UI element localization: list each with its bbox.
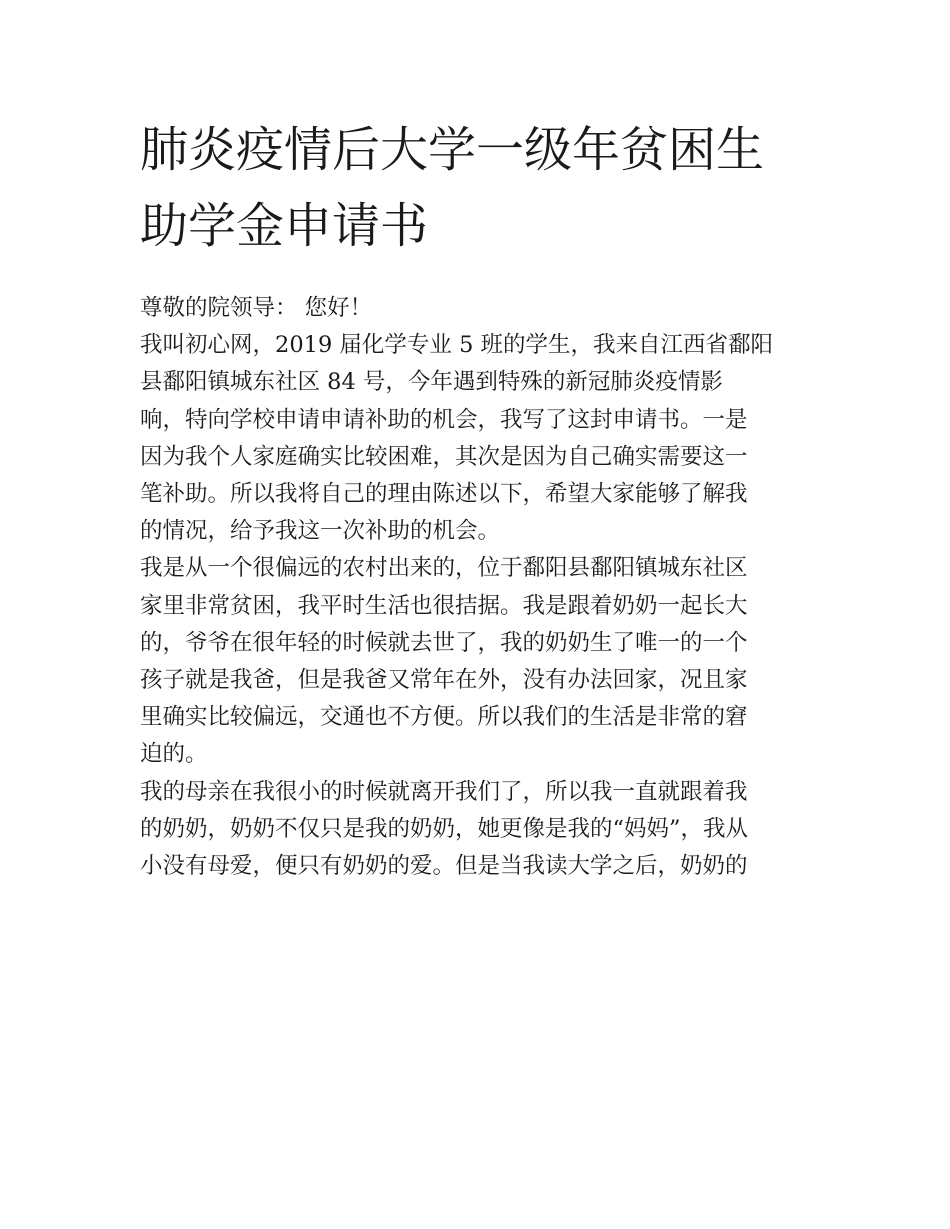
body-line: 小没有母爱，便只有奶奶的爱。但是当我读大学之后，奶奶的 bbox=[140, 853, 748, 880]
salutation-line: 尊敬的院领导： 您好！ bbox=[140, 295, 373, 321]
body-line: 的情况，给予我这一次补助的机会。 bbox=[140, 518, 501, 545]
body-line: 家里非常贫困，我平时生活也很拮据。我是跟着奶奶一起长大 bbox=[140, 592, 748, 619]
body-line: 因为我个人家庭确实比较困难，其次是因为自己确实需要这一 bbox=[140, 443, 748, 470]
body-line: 我是从一个很偏远的农村出来的，位于鄱阳县鄱阳镇城东社区 bbox=[140, 555, 748, 582]
body-line: 笔补助。所以我将自己的理由陈述以下，希望大家能够了解我 bbox=[140, 481, 748, 508]
body-line: 我叫初心网，2019 届化学专业 5 班的学生，我来自江西省鄱阳 bbox=[140, 332, 774, 359]
document-body bbox=[140, 290, 820, 885]
document-title bbox=[140, 112, 820, 264]
title-line: 肺炎疫情后大学一级年贫困生 bbox=[140, 122, 765, 178]
body-line: 响，特向学校申请申请补助的机会，我写了这封申请书。一是 bbox=[140, 406, 748, 433]
body-line: 迫的。 bbox=[140, 741, 208, 768]
body-line: 的奶奶，奶奶不仅只是我的奶奶，她更像是我的“妈妈”，我从 bbox=[140, 815, 749, 842]
title-line: 助学金申请书 bbox=[140, 198, 429, 254]
body-line: 县鄱阳镇城东社区 84 号，今年遇到特殊的新冠肺炎疫情影 bbox=[140, 369, 723, 396]
body-line: 里确实比较偏远，交通也不方便。所以我们的生活是非常的窘 bbox=[140, 704, 748, 731]
body-line: 我的母亲在我很小的时候就离开我们了，所以我一直就跟着我 bbox=[140, 778, 748, 805]
document-page bbox=[140, 112, 820, 885]
body-line: 孩子就是我爸，但是我爸又常年在外，没有办法回家，况且家 bbox=[140, 667, 748, 694]
body-line: 的，爷爷在很年轻的时候就去世了，我的奶奶生了唯一的一个 bbox=[140, 629, 748, 656]
